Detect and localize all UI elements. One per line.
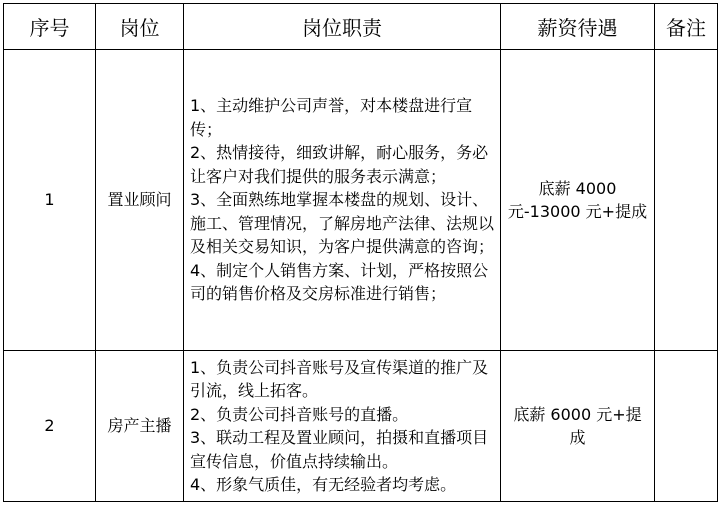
duty-item: 2、负责公司抖音账号的直播。 <box>190 404 409 424</box>
row-position <box>96 50 184 351</box>
table-row <box>4 50 718 351</box>
duty-item: 1、负责公司抖音账号及宣传渠道的推广及引流，线上拓客。 <box>190 357 489 400</box>
job-table <box>3 3 718 502</box>
salary-text: 底薪 6000 元+提成 <box>513 404 642 447</box>
header-no: 序号 <box>4 4 96 50</box>
table-row <box>4 351 718 502</box>
position-text: 房产主播 <box>107 416 172 436</box>
position-text: 置业顾问 <box>107 190 172 210</box>
header-salary: 薪资待遇 <box>501 4 655 50</box>
duty-list <box>184 354 500 499</box>
duty-item: 3、全面熟练地掌握本楼盘的规划、设计、施工、管理情况，了解房地产法律、法规以及相关交易知识，为客户提供满意的咨询； <box>190 190 495 257</box>
row-duties <box>184 50 501 351</box>
row-duties <box>184 351 501 502</box>
row-position <box>96 351 184 502</box>
duty-list <box>184 92 500 308</box>
row-note <box>655 50 718 351</box>
header-duties: 岗位职责 <box>184 4 501 50</box>
duty-item: 3、联动工程及置业顾问，拍摄和直播项目宣传信息，价值点持续输出。 <box>190 428 489 471</box>
row-no: 2 <box>4 351 96 502</box>
row-salary <box>501 50 655 351</box>
duty-item: 4、制定个人销售方案、计划，严格按照公司的销售价格及交房标准进行销售； <box>190 260 489 304</box>
header-row <box>4 4 718 50</box>
duty-item: 4、形象气质佳，有无经验者均考虑。 <box>190 475 457 494</box>
row-no: 1 <box>4 50 96 351</box>
salary-text: 底薪 4000 元-13000 元+提成 <box>507 178 648 221</box>
row-note <box>655 351 718 502</box>
header-position: 岗位 <box>96 4 184 50</box>
header-note: 备注 <box>655 4 718 50</box>
duty-item: 1、主动维护公司声誉，对本楼盘进行宣传； <box>190 96 473 139</box>
duty-item: 2、热情接待，细致讲解，耐心服务，务必让客户对我们提供的服务表示满意； <box>190 143 489 186</box>
row-salary <box>501 351 655 502</box>
